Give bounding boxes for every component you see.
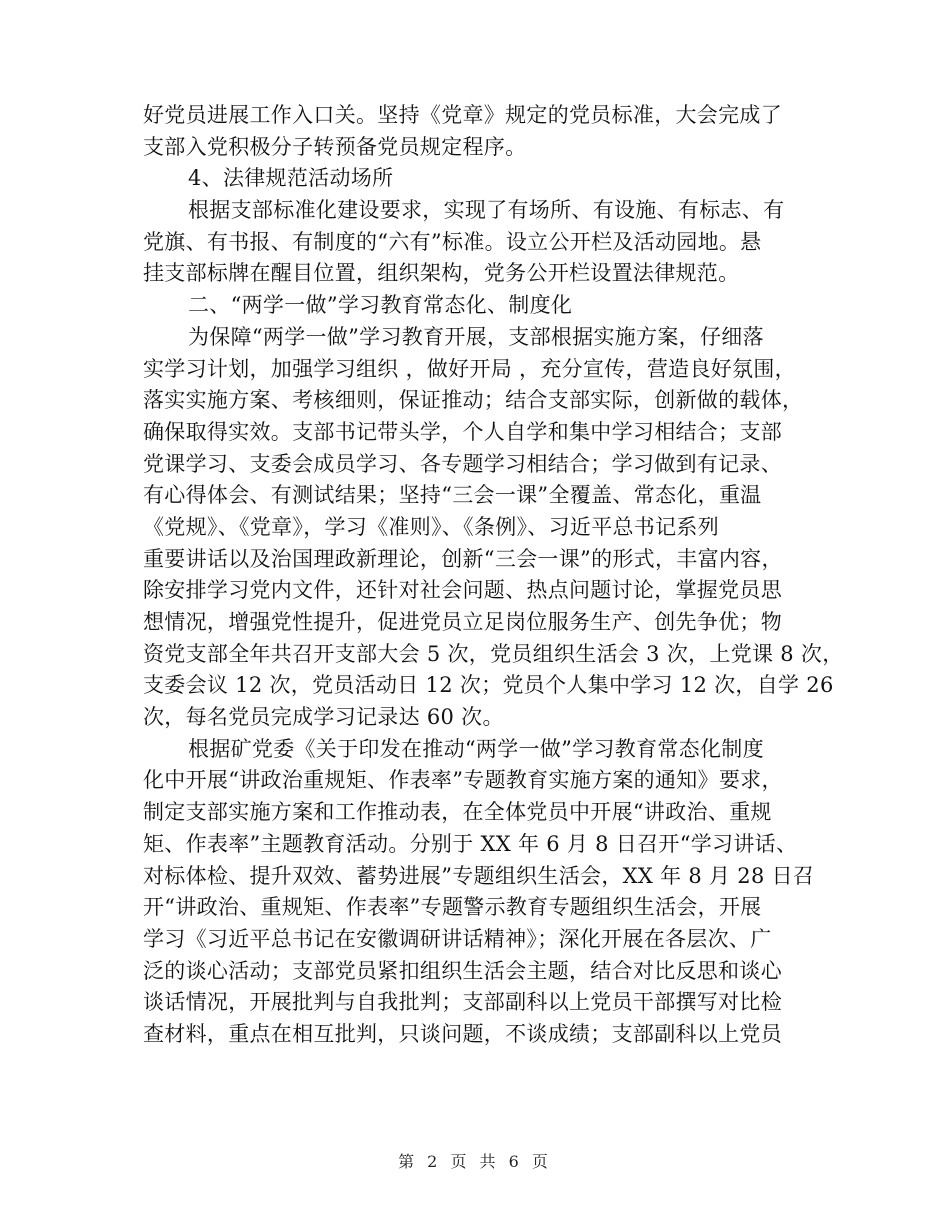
text-line: 查材料，重点在相互批判，只谈问题，不谈成绩；支部副科以上党员 <box>143 1021 782 1046</box>
page-number-footer: 第 2 页 共 6 页 <box>398 1152 552 1171</box>
text-line: 泛的谈心活动；支部党员紧扣组织生活会主题，结合对比反思和谈心 <box>143 958 782 983</box>
text-line: 根据支部标准化建设要求，实现了有场所、有设施、有标志、有 <box>188 198 785 223</box>
text-line: 《党规》、《党章》，学习《准则》、《条例》、习近平总书记系列 <box>143 514 719 539</box>
text-line: 开“讲政治、重规矩、作表率”专题警示教育专题组织生活会，开展 <box>143 895 762 920</box>
text-line: 重要讲话以及治国理政新理论，创新“三会一课”的形式，丰富内容， <box>143 546 783 571</box>
text-line: 矩、作表率”主题教育活动。分别于 XX 年 6 月 8 日召开“学习讲话、 <box>143 831 798 856</box>
text-line: 党课学习、支委会成员学习、各专题学习相结合；学习做到有记录、 <box>143 451 782 476</box>
text-line: 党旗、有书报、有制度的“六有”标准。设立公开栏及活动园地。悬 <box>143 229 762 254</box>
text-line: 支委会议 12 次，党员活动日 12 次；党员个人集中学习 12 次，自学 26 <box>143 673 834 698</box>
text-line: 除安排学习党内文件，还针对社会问题、热点问题讨论，掌握党员思 <box>143 578 782 603</box>
text-line: 制定支部实施方案和工作推动表，在全体党员中开展“讲政治、重规 <box>143 800 772 825</box>
text-line: 有心得体会、有测试结果；坚持“三会一课”全覆盖、常态化，重温 <box>143 483 762 508</box>
text-line: 挂支部标牌在醒目位置，组织架构，党务公开栏设置法律规范。 <box>143 261 740 286</box>
text-line: 二、“两学一做”学习教育常态化、制度化 <box>188 293 573 318</box>
text-line: 确保取得实效。支部书记带头学，个人自学和集中学习相结合；支部 <box>143 419 782 444</box>
text-line: 好党员进展工作入口关。坚持《党章》规定的党员标准，大会完成了 <box>143 103 782 127</box>
text-line: 落实实施方案、考核细则，保证推动；结合支部实际，创新做的载体， <box>143 388 804 413</box>
text-line: 谈话情况，开展批判与自我批判；支部副科以上党员干部撰写对比检 <box>143 990 782 1015</box>
text-line: 根据矿党委《关于印发在推动“两学一做”学习教育常态化制度 <box>188 736 764 761</box>
text-line: 想情况，增强党性提升，促进党员立足岗位服务生产、创先争优；物 <box>143 610 782 634</box>
text-line: 资党支部全年共召开支部大会 5 次，党员组织生活会 3 次，上党课 8 次， <box>143 641 844 666</box>
text-line: 为保障“两学一做”学习教育开展，支部根据实施方案，仔细落 <box>188 324 764 349</box>
text-line: 学习《习近平总书记在安徽调研讲话精神》；深化开展在各层次、广 <box>143 926 772 951</box>
text-line: 对标体检、提升双效、蓄势进展”专题组织生活会，XX 年 8 月 28 日召 <box>143 863 815 888</box>
text-line: 4、法律规范活动场所 <box>188 166 394 191</box>
text-line: 实学习计划，加强学习组织 ，做好开局 ，充分宣传，营造良好氛围， <box>143 356 796 381</box>
text-line: 次，每名党员完成学习记录达 60 次。 <box>143 705 504 730</box>
text-line: 化中开展“讲政治重规矩、作表率”专题教育实施方案的通知》要求， <box>143 768 783 793</box>
document-body <box>143 100 844 1051</box>
text-line: 支部入党积极分子转预备党员规定程序。 <box>143 134 527 159</box>
